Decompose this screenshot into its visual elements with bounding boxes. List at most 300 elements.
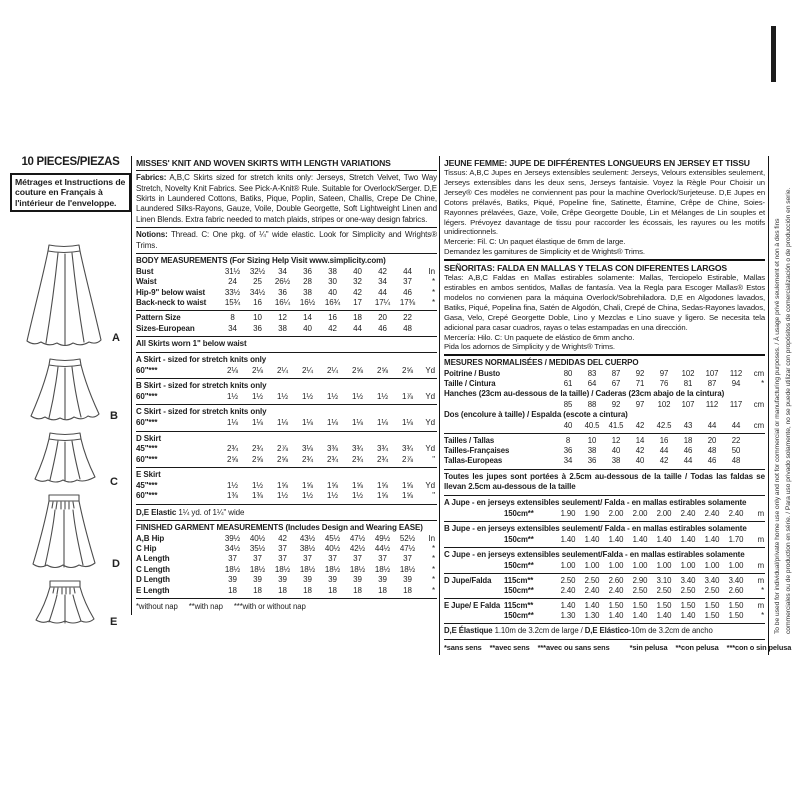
row-value: 20 <box>707 436 717 446</box>
row-label: Taille / Cintura <box>444 379 496 389</box>
skirt-b-heading: B Skirt - sized for stretch knits only <box>136 381 267 391</box>
edge-line-2: commerciales ou de production en série. / Para uso privado solamente, no se puede utilizar con propósitos de comercialización o de producción en serie. <box>784 187 792 634</box>
row-value: 1.40 <box>560 601 576 611</box>
row-value: 16½ <box>299 298 316 308</box>
tallas-europeas-row <box>444 456 765 466</box>
row-unit: In <box>428 533 435 543</box>
row-value: 33½ <box>224 287 241 297</box>
row-value: 102 <box>681 369 695 379</box>
row-label: D Length <box>136 575 170 585</box>
elastic-note <box>136 507 437 518</box>
row-unit: * <box>431 298 435 308</box>
hanches-heading: Hanches (23cm au-dessous de la taille) / Caderas (23cm abajo de la cintura) <box>444 389 725 399</box>
row-value: 2⅝ <box>377 365 388 375</box>
row-value: 1.90 <box>560 508 576 518</box>
skirt-e-45-row <box>136 481 437 491</box>
row-value: 2.50 <box>680 585 696 595</box>
row-value: 1⅛ <box>277 418 288 428</box>
row-value: 117 <box>729 400 743 410</box>
finished-e-length-row <box>136 586 437 596</box>
row-value: 1½ <box>352 491 363 501</box>
row-label: Hip-9" below waist <box>136 287 206 297</box>
row-value: 44 <box>378 287 387 297</box>
row-value: 32½ <box>249 266 266 276</box>
footnote-item: ***with or without nap <box>233 602 306 612</box>
row-value: 1⅝ <box>377 480 388 490</box>
row-value: 1½ <box>227 391 238 401</box>
row-value: 2¾ <box>227 444 238 454</box>
row-value: 1⅝ <box>277 480 288 490</box>
row-value: 41.5 <box>608 421 624 430</box>
english-column <box>131 156 439 615</box>
row-value: 2¾ <box>252 444 263 454</box>
notions-paragraph <box>136 230 437 251</box>
jupe-b-heading: B Jupe - en jerseys extensibles seulement/ Falda - en mallas estirables solamente <box>444 524 747 534</box>
skirt-e-illustration <box>29 578 101 626</box>
row-value: 85 <box>563 400 573 410</box>
sidebar <box>10 156 131 634</box>
row-value: 18 <box>228 585 237 595</box>
row-value: 37 <box>403 277 412 287</box>
copyright-edge-text <box>773 59 794 634</box>
row-value: 2⅝ <box>252 454 263 464</box>
row-value: 1½ <box>302 391 313 401</box>
skirt-c-illustration <box>29 430 101 486</box>
row-value: 10 <box>587 436 597 446</box>
row-value: 18½ <box>249 564 266 574</box>
jupe-b-row <box>444 535 765 545</box>
row-value: 1.40 <box>632 611 648 621</box>
row-value: 2¾ <box>302 454 313 464</box>
footnote-item: ***con o sin pelusa <box>726 643 792 653</box>
row-value: 3.10 <box>656 575 672 585</box>
row-value: 40 <box>353 266 362 276</box>
skirt-sketch-e <box>29 578 101 626</box>
row-value: 42 <box>659 456 669 466</box>
row-value: 3.40 <box>704 575 720 585</box>
telas-text: A,B,C Faldas en Mallas estirables solamente: Mallas, Terciopelo Estirable, Mallas estirables en ambos sentidos, Mallas de fantasía. Vea la Regla para Escoger Mallas® Estos modelos no convienen para la máquina Overlock/Sobrehiladora. D,E en Algodones lavados, Batiks, Piqué, Popelina fina, Satén de Algodón, Chali, Crepé de China, Sedas-Rayones lavados, Gasa, Velo, Crepé Georgette Doble, Lino y Mezclas e Lino suave y ligero. Se necesita tela adicional para casar cuadros, rayas o telas estampadas en una dirección. <box>444 273 765 332</box>
elastico-es-text: -10m de 3.2cm de ancho <box>628 626 713 636</box>
row-value: 46 <box>683 446 693 456</box>
row-value: 40½ <box>324 544 341 554</box>
row-width-label: 150cm** <box>504 534 534 544</box>
skirt-a-yardage-row <box>136 366 437 376</box>
jupe-a-row <box>444 509 765 519</box>
row-label: D Jupe/Falda <box>444 575 492 585</box>
row-value: 30 <box>328 277 337 287</box>
row-unit: * <box>431 544 435 554</box>
row-value: 38 <box>587 446 597 456</box>
jupe-e-150-row <box>444 611 765 621</box>
row-value: 1½ <box>327 491 338 501</box>
row-value: 18½ <box>224 564 241 574</box>
row-value: 2.00 <box>632 508 648 518</box>
row-value: 3⅛ <box>302 444 313 454</box>
row-value: 39 <box>228 575 237 585</box>
row-value: 2⅝ <box>277 454 288 464</box>
row-value: 32 <box>353 277 362 287</box>
row-value: 3⅜ <box>327 444 338 454</box>
row-value: 39 <box>328 575 337 585</box>
row-value: 3¾ <box>402 444 413 454</box>
row-value: 1⅝ <box>402 491 413 501</box>
dos-values-row <box>444 421 765 431</box>
row-label: A,B Hip <box>136 533 165 543</box>
mercerie-line <box>444 237 765 247</box>
row-value: 18 <box>303 585 312 595</box>
tissus-text: A,B,C Jupes en Jerseys extensibles seulement: Jerseys, Velours extensibles seulement, Jerseys extensibles dans les deux sens, Jerseys fantaisie. Voyez la Règle Pour Choisir un Jersey® Ces modèles ne conviennent pas pour la machine Overlock/Surjeteuse. D,E Jupes en Cotons prélavés, Batiks, Piqué, Popeline fine, Satinette, Étamine, Crêpe de Chine, Soies-Rayonnes prélavées, Gaze, Voile, Crêpe Georgette Double, Lin et Mélanges de Lin souples et légers. Prévoyez davantage de tissu pour raccorder les écossais, les rayures ou les motifs unidirectionnels. <box>444 168 765 237</box>
row-value: 1⅛ <box>327 418 338 428</box>
skirt-a-heading: A Skirt - sized for stretch knits only <box>136 354 267 364</box>
row-value: 42 <box>378 266 387 276</box>
row-value: 18½ <box>374 564 391 574</box>
skirt-b-illustration <box>27 356 103 424</box>
row-value: 37 <box>378 554 387 564</box>
row-value: 2¼ <box>277 365 288 375</box>
row-value: 2¼ <box>327 365 338 375</box>
row-value: 97 <box>659 369 669 379</box>
row-label: E Length <box>136 585 170 595</box>
row-value: 2⅛ <box>252 365 263 375</box>
row-unit: " <box>432 454 435 464</box>
row-value: 1.30 <box>560 611 576 621</box>
jupe-e-115-row <box>444 601 765 611</box>
row-value: 18 <box>253 585 262 595</box>
edge-line-1: To be used for individual/private home use only and not for commercial or manufacturing purposes. / À usage privé seulement et non à des fins <box>774 218 781 634</box>
row-value: 1⅜ <box>227 491 238 501</box>
row-value: 1.00 <box>728 560 744 570</box>
row-value: 1.40 <box>632 534 648 544</box>
table-row-bust <box>136 267 437 277</box>
row-value: 1.40 <box>680 611 696 621</box>
row-value: 1½ <box>252 480 263 490</box>
row-value: 1.30 <box>584 611 600 621</box>
row-label: 60"*** <box>136 491 158 501</box>
row-value: 18 <box>278 585 287 595</box>
tissus-label: Tissus: <box>444 168 468 178</box>
elastic-text: 1¼ yd. of 1¼" wide <box>178 507 245 517</box>
row-value: 2.50 <box>656 585 672 595</box>
row-value: 1⅝ <box>402 480 413 490</box>
row-value: 2.40 <box>608 585 624 595</box>
view-label-e: E <box>110 616 118 628</box>
footnote-item: ***avec ou sans sens <box>537 643 610 653</box>
row-value: 22 <box>731 436 741 446</box>
row-value: 38 <box>303 287 312 297</box>
view-label-a: A <box>112 332 120 344</box>
row-value: 1⅛ <box>402 418 413 428</box>
taille-row <box>444 379 765 389</box>
row-value: 2¾ <box>352 454 363 464</box>
row-value: 37 <box>303 554 312 564</box>
row-value: 2.40 <box>680 508 696 518</box>
row-unit: m <box>757 601 764 611</box>
jupe-c-row <box>444 561 765 571</box>
sens-pelusa-footnotes <box>444 642 792 653</box>
finished-d-length-row <box>136 575 437 585</box>
row-value: 18 <box>328 585 337 595</box>
row-value: 40 <box>328 287 337 297</box>
row-unit: Yd <box>425 444 435 454</box>
row-value: 67 <box>611 379 621 389</box>
row-value: 1.40 <box>656 611 672 621</box>
row-value: 2.40 <box>728 508 744 518</box>
row-value: 25 <box>253 277 262 287</box>
notions-label: Notions: <box>136 230 168 240</box>
row-value: 1⅛ <box>252 418 263 428</box>
row-value: 36 <box>563 446 573 456</box>
row-value: 1.50 <box>680 601 696 611</box>
row-width-label: 115cm** <box>504 575 534 585</box>
row-value: 3.40 <box>728 575 744 585</box>
row-width-label: 150cm** <box>504 560 534 570</box>
row-value: 47½ <box>399 544 416 554</box>
row-label: E Jupe/ E Falda <box>444 601 501 611</box>
row-unit: m <box>757 508 764 518</box>
row-value: 1⅝ <box>327 480 338 490</box>
row-value: 18 <box>353 585 362 595</box>
corner-registration-mark <box>771 26 776 82</box>
row-value: 10 <box>253 313 262 323</box>
row-value: 39 <box>403 575 412 585</box>
row-value: 1⅝ <box>352 480 363 490</box>
pieces-count-label: 10 PIECES/PIEZAS <box>21 156 120 168</box>
skirt-a-illustration <box>24 242 104 350</box>
row-value: 8 <box>230 313 235 323</box>
row-value: 1½ <box>277 491 288 501</box>
spanish-title: SEÑORITAS: FALDA EN MALLAS Y TELAS CON DIFERENTES LARGOS <box>444 263 728 274</box>
elastico-es-label: D,E Elástico <box>584 626 629 636</box>
row-value: 20 <box>378 313 387 323</box>
row-label: 45"*** <box>136 480 158 490</box>
row-value: 16¼ <box>274 298 291 308</box>
skirt-sketch-c <box>29 430 101 486</box>
row-value: 87 <box>707 379 717 389</box>
row-value: 44 <box>353 323 362 333</box>
row-value: 2.60 <box>608 575 624 585</box>
row-value: 37 <box>278 554 287 564</box>
row-value: 28 <box>303 277 312 287</box>
mercerie-label: Mercerie: <box>444 237 476 247</box>
body-measurements-header: BODY MEASUREMENTS (For Sizing Help Visit www.simplicity.com) <box>136 256 386 266</box>
elastic-label: D,E Elastic <box>136 507 177 517</box>
row-label: 60"*** <box>136 454 158 464</box>
row-value: 1⅛ <box>227 418 238 428</box>
row-value: 37 <box>328 554 337 564</box>
row-unit: cm <box>753 400 764 410</box>
table-row-hip <box>136 288 437 298</box>
row-label: Sizes-European <box>136 323 195 333</box>
row-value: 44 <box>707 421 717 430</box>
row-value: 46 <box>707 456 717 466</box>
row-value: 38½ <box>299 544 316 554</box>
row-value: 34 <box>378 277 387 287</box>
row-value: 36 <box>303 266 312 276</box>
row-value: 16¾ <box>324 298 341 308</box>
row-value: 1.50 <box>704 611 720 621</box>
footnote-item: **with nap <box>188 602 223 612</box>
row-value: 14 <box>635 436 645 446</box>
row-value: 18½ <box>399 564 416 574</box>
row-value: 94 <box>731 379 741 389</box>
french-title: JEUNE FEMME: JUPE DE DIFFÉRENTES LONGUEURS EN JERSEY ET TISSU <box>444 158 750 168</box>
row-value: 39 <box>278 575 287 585</box>
jupe-d-150-row <box>444 586 765 596</box>
nap-footnotes <box>136 601 437 613</box>
metric-worn-note: Toutes les jupes sont portées à 2.5cm au-dessous de la taille / Todas las faldas se llevan 2.5cm au-dessous de la taille <box>444 471 765 492</box>
row-value: 31½ <box>224 266 241 276</box>
row-value: 37 <box>253 554 262 564</box>
row-value: 1.40 <box>680 534 696 544</box>
row-label: Back-neck to waist <box>136 298 207 308</box>
row-value: 80 <box>563 369 573 379</box>
row-value: 81 <box>683 379 693 389</box>
row-value: 40 <box>635 456 645 466</box>
row-label: Poitrine / Busto <box>444 369 501 379</box>
row-value: 1.50 <box>704 601 720 611</box>
row-value: 2¾ <box>327 454 338 464</box>
row-value: 1⅞ <box>402 391 413 401</box>
row-value: 39 <box>303 575 312 585</box>
row-value: 17 <box>353 298 362 308</box>
row-value: 39 <box>378 575 387 585</box>
row-value: 37 <box>228 554 237 564</box>
fabrics-label: Fabrics: <box>136 173 167 183</box>
skirt-d-heading: D Skirt <box>136 433 162 443</box>
row-width-label: 115cm** <box>504 601 534 611</box>
row-value: 18½ <box>299 564 316 574</box>
row-label: 60"*** <box>136 365 158 375</box>
view-label-c: C <box>110 476 118 488</box>
notions-text: Thread. C: One pkg. of ¼" wide elastic. Look for Simplicity and Wrights® Trims. <box>136 230 437 250</box>
row-value: 2⅞ <box>402 454 413 464</box>
jupe-c-heading: C Jupe - en jerseys extensibles seulement/Falda - en mallas estirables solamente <box>444 549 745 559</box>
row-value: 2.60 <box>728 585 744 595</box>
table-row-back-waist <box>136 298 437 308</box>
skirt-d-60-row <box>136 455 437 465</box>
row-value: 26½ <box>274 277 291 287</box>
row-value: 34 <box>563 456 573 466</box>
merceria-label: Mercería: <box>444 332 476 342</box>
row-value: 3.40 <box>680 575 696 585</box>
row-unit: cm <box>753 369 764 379</box>
skirt-sketch-b <box>27 356 103 424</box>
fabrics-text: A,B,C Skirts sized for stretch knits only: Jerseys, Stretch Velvet, Two Way Stretch, Novelty Knit Fabrics. See Pick-A-Knit® Rule. Suitable for Overlock/Serger. D,E Skirts in Laundered Cottons, Batiks, Pique, Poplin, Sateen, Challis, Crepe De Chine, Laundered Silks-Rayons, Gauze, Voile, Double Georgette, Soft Lightweight Linen and Linen Blends. Extra fabric needed to match plaids, stripes or one-way design fabrics. <box>136 173 438 224</box>
row-value: 1.00 <box>560 560 576 570</box>
row-label: Tailles / Tallas <box>444 436 495 446</box>
row-value: 1½ <box>227 480 238 490</box>
merceria-line <box>444 333 765 343</box>
row-value: 39 <box>353 575 362 585</box>
row-value: 2⅝ <box>227 454 238 464</box>
row-value: 39 <box>253 575 262 585</box>
row-value: 1.00 <box>704 560 720 570</box>
row-value: 37 <box>353 554 362 564</box>
row-value: 35½ <box>249 544 266 554</box>
skirt-c-heading: C Skirt - sized for stretch knits only <box>136 407 267 417</box>
row-unit: * <box>431 564 435 574</box>
skirt-d-illustration <box>25 492 103 572</box>
row-value: 2¼ <box>302 365 313 375</box>
row-value: 107 <box>681 400 695 410</box>
row-value: 14 <box>303 313 312 323</box>
row-value: 1.00 <box>680 560 696 570</box>
row-unit: cm <box>753 421 764 430</box>
row-value: 88 <box>587 400 597 410</box>
row-value: 50 <box>731 446 741 456</box>
row-unit: Yd <box>425 365 435 375</box>
row-unit: Yd <box>425 391 435 401</box>
skirt-sketch-d <box>25 492 103 572</box>
row-value: 18½ <box>324 564 341 574</box>
row-value: 2¾ <box>377 454 388 464</box>
row-label: C Length <box>136 564 170 574</box>
row-label: Tailles-Françaises <box>444 446 510 456</box>
row-value: 2⅛ <box>227 365 238 375</box>
row-value: 37 <box>278 544 287 554</box>
row-value: 40 <box>611 446 621 456</box>
finished-ab-hip-row <box>136 534 437 544</box>
row-value: 38 <box>278 323 287 333</box>
finished-c-length-row <box>136 565 437 575</box>
row-value: 18 <box>378 585 387 595</box>
footnote-item: **con pelusa <box>675 643 719 653</box>
row-value: 1.50 <box>632 601 648 611</box>
row-value: 16 <box>659 436 669 446</box>
footnote-item: *without nap <box>136 602 178 612</box>
tailles-row <box>444 436 765 446</box>
row-value: 1.40 <box>584 601 600 611</box>
row-value: 15¾ <box>224 298 241 308</box>
row-value: 83 <box>587 369 597 379</box>
row-value: 2⅝ <box>352 365 363 375</box>
row-value: 44 <box>683 456 693 466</box>
skirt-e-60-row <box>136 491 437 501</box>
row-value: 16 <box>253 298 262 308</box>
row-value: 34 <box>278 266 287 276</box>
row-value: 37 <box>403 554 412 564</box>
hanches-values-row <box>444 400 765 410</box>
row-value: 34½ <box>224 544 241 554</box>
row-value: 1.40 <box>656 534 672 544</box>
row-value: 46 <box>403 287 412 297</box>
row-value: 38 <box>611 456 621 466</box>
row-value: 1.50 <box>656 601 672 611</box>
row-unit: * <box>431 287 435 297</box>
row-value: 43½ <box>299 533 316 543</box>
row-value: 34 <box>228 323 237 333</box>
row-unit: m <box>757 575 764 585</box>
row-unit: " <box>432 491 435 501</box>
row-value: 97 <box>635 400 645 410</box>
row-value: 36 <box>253 323 262 333</box>
row-value: 1.40 <box>608 611 624 621</box>
view-label-d: D <box>112 558 120 570</box>
fabrics-paragraph <box>136 173 437 225</box>
row-unit: Yd <box>425 418 435 428</box>
demandez-line: Demandez les garnitures de Simplicity et de Wrights® Trims. <box>444 247 645 257</box>
skirt-b-yardage-row <box>136 392 437 402</box>
row-value: 1.40 <box>608 534 624 544</box>
row-value: 12 <box>611 436 621 446</box>
row-unit: * <box>761 585 764 595</box>
view-label-b: B <box>110 410 118 422</box>
row-value: 1½ <box>352 391 363 401</box>
row-value: 1⅜ <box>252 491 263 501</box>
row-value: 1.00 <box>608 560 624 570</box>
row-unit: Yd <box>425 480 435 490</box>
row-unit: m <box>757 560 764 570</box>
